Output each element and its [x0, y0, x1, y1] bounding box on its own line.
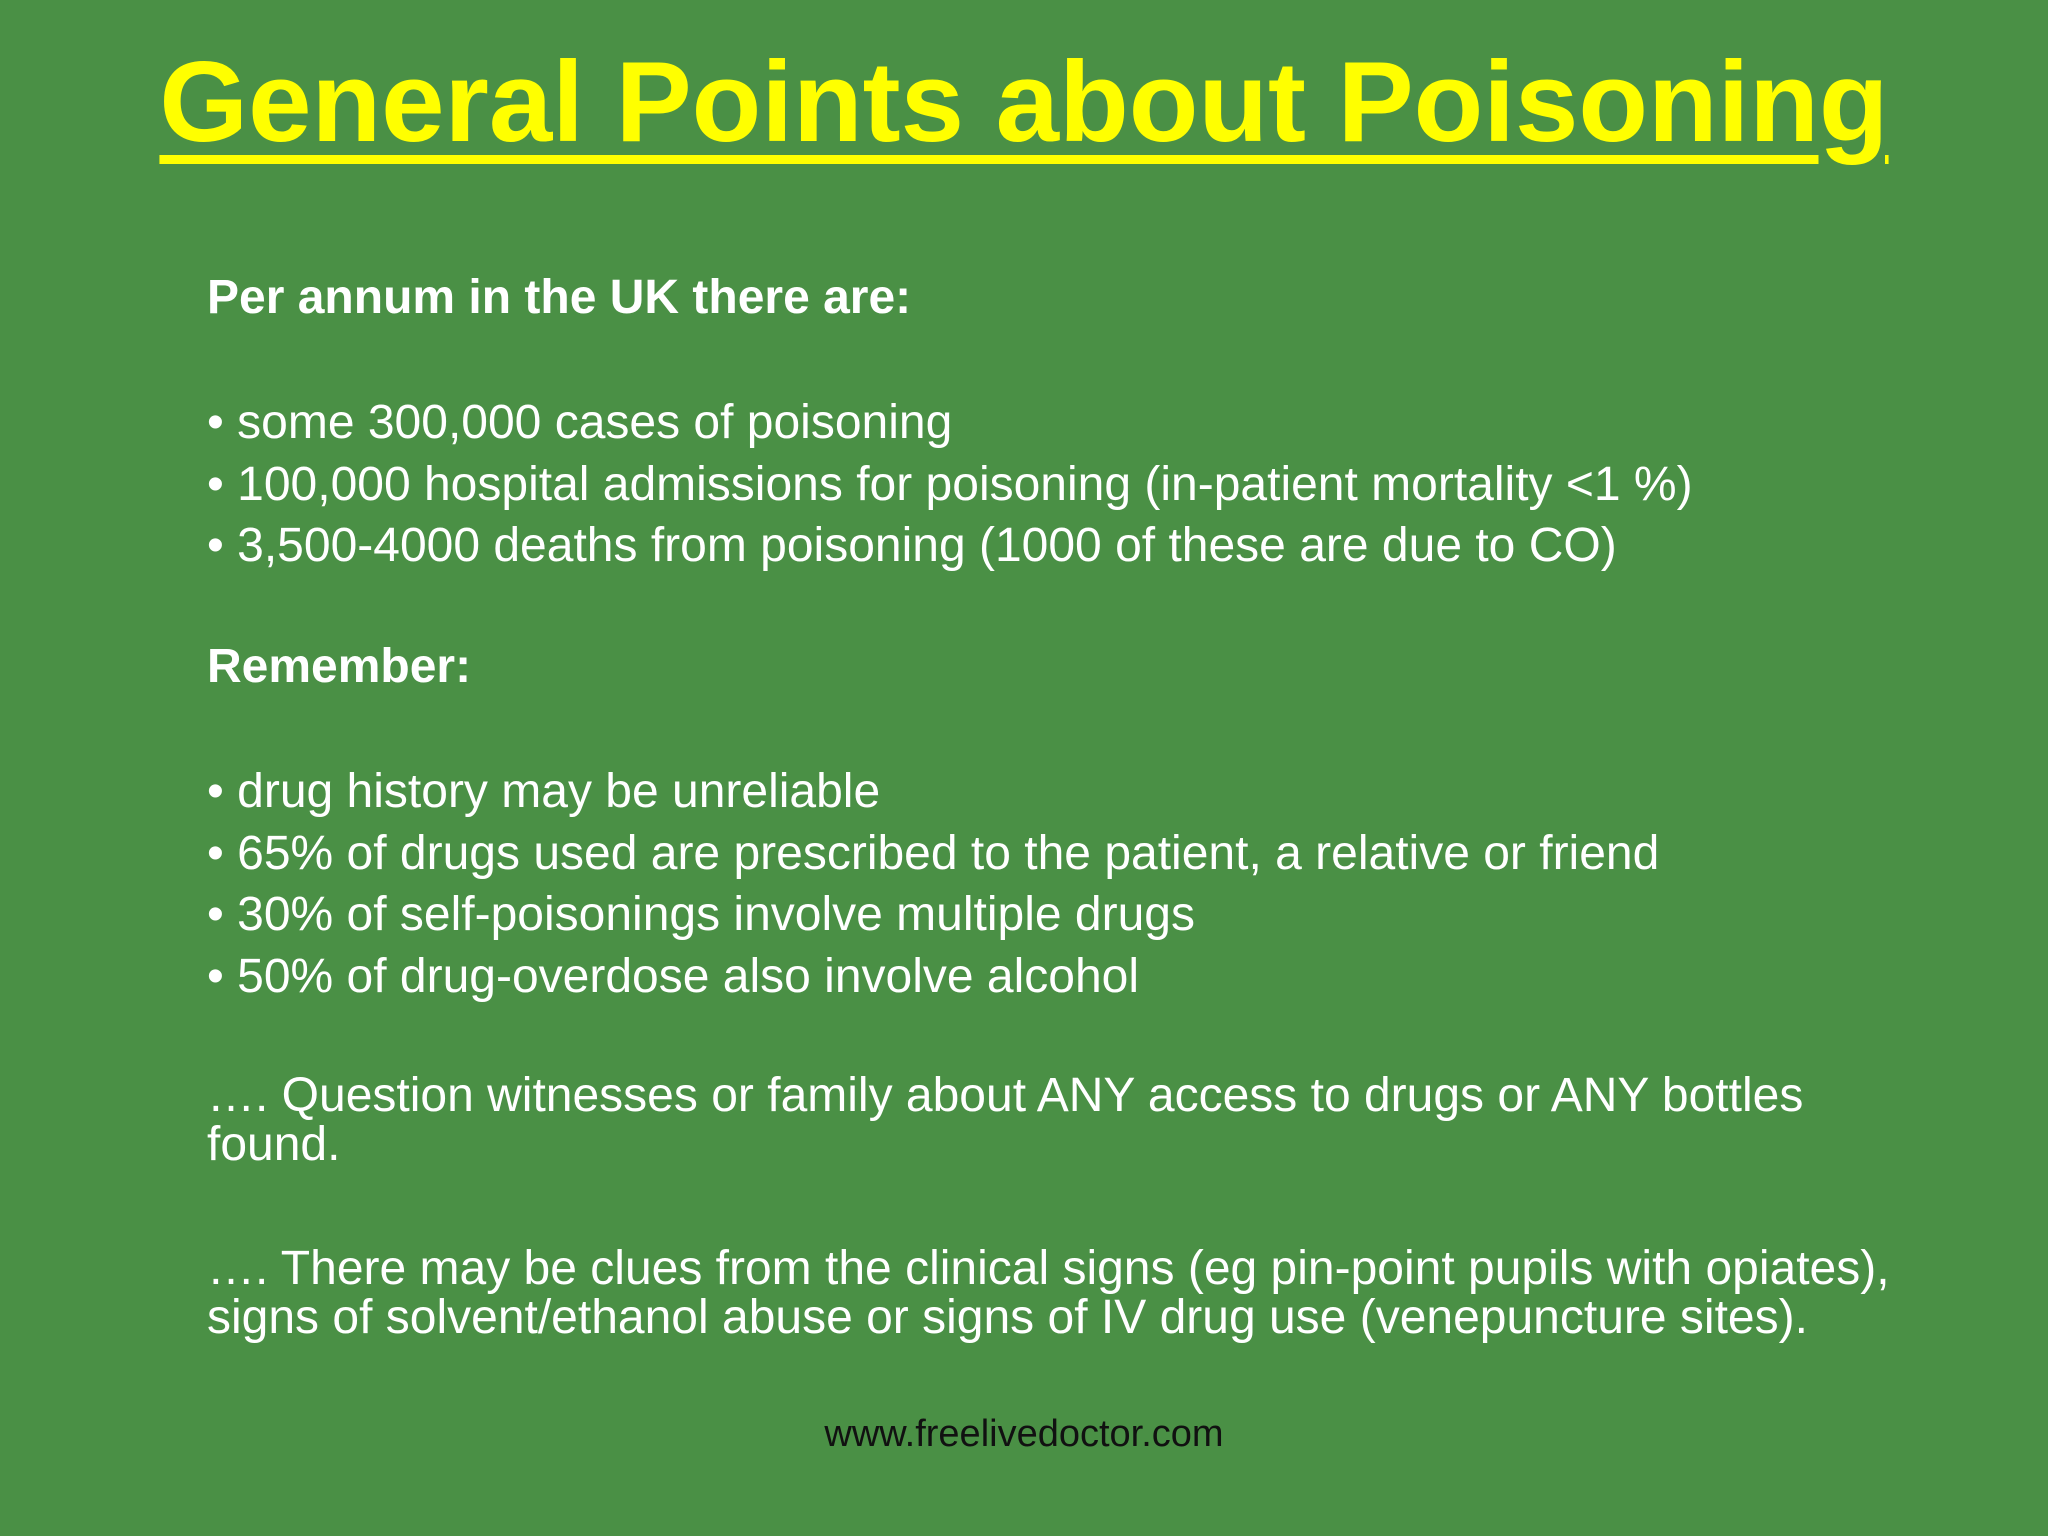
note-clinical-clues: …. There may be clues from the clinical signs (eg pin-point pupils with opiates), signs of solvent/ethanol abuse or signs of IV drug use (venepuncture sites).: [207, 1242, 1890, 1344]
section-heading-remember: Remember:: [207, 640, 472, 693]
list-item: • 65% of drugs used are prescribed to the patient, a relative or friend: [207, 826, 1660, 880]
list-item: • drug history may be unreliable: [207, 765, 881, 818]
bullet-list-uk-stats: [207, 392, 1693, 577]
list-item: • 50% of drug-overdose also involve alcohol: [207, 949, 1140, 1003]
footer-website: www.freelivedoctor.com: [824, 1413, 1224, 1455]
bullet-list-remember: [207, 761, 1659, 1007]
list-item: • 3,500-4000 deaths from poisoning (1000 of these are due to CO): [207, 519, 1617, 572]
list-item: • 100,000 hospital admissions for poisoning (in-patient mortality <1 %): [207, 457, 1693, 511]
list-item: • some 300,000 cases of poisoning: [207, 396, 953, 449]
slide-title: General Points about Poisoning: [159, 39, 1889, 166]
section-heading-uk-stats: Per annum in the UK there are:: [207, 271, 912, 324]
note-question-witnesses: …. Question witnesses or family about ANY access to drugs or ANY bottles found.: [207, 1069, 1804, 1171]
list-item: • 30% of self-poisonings involve multiple drugs: [207, 888, 1195, 941]
